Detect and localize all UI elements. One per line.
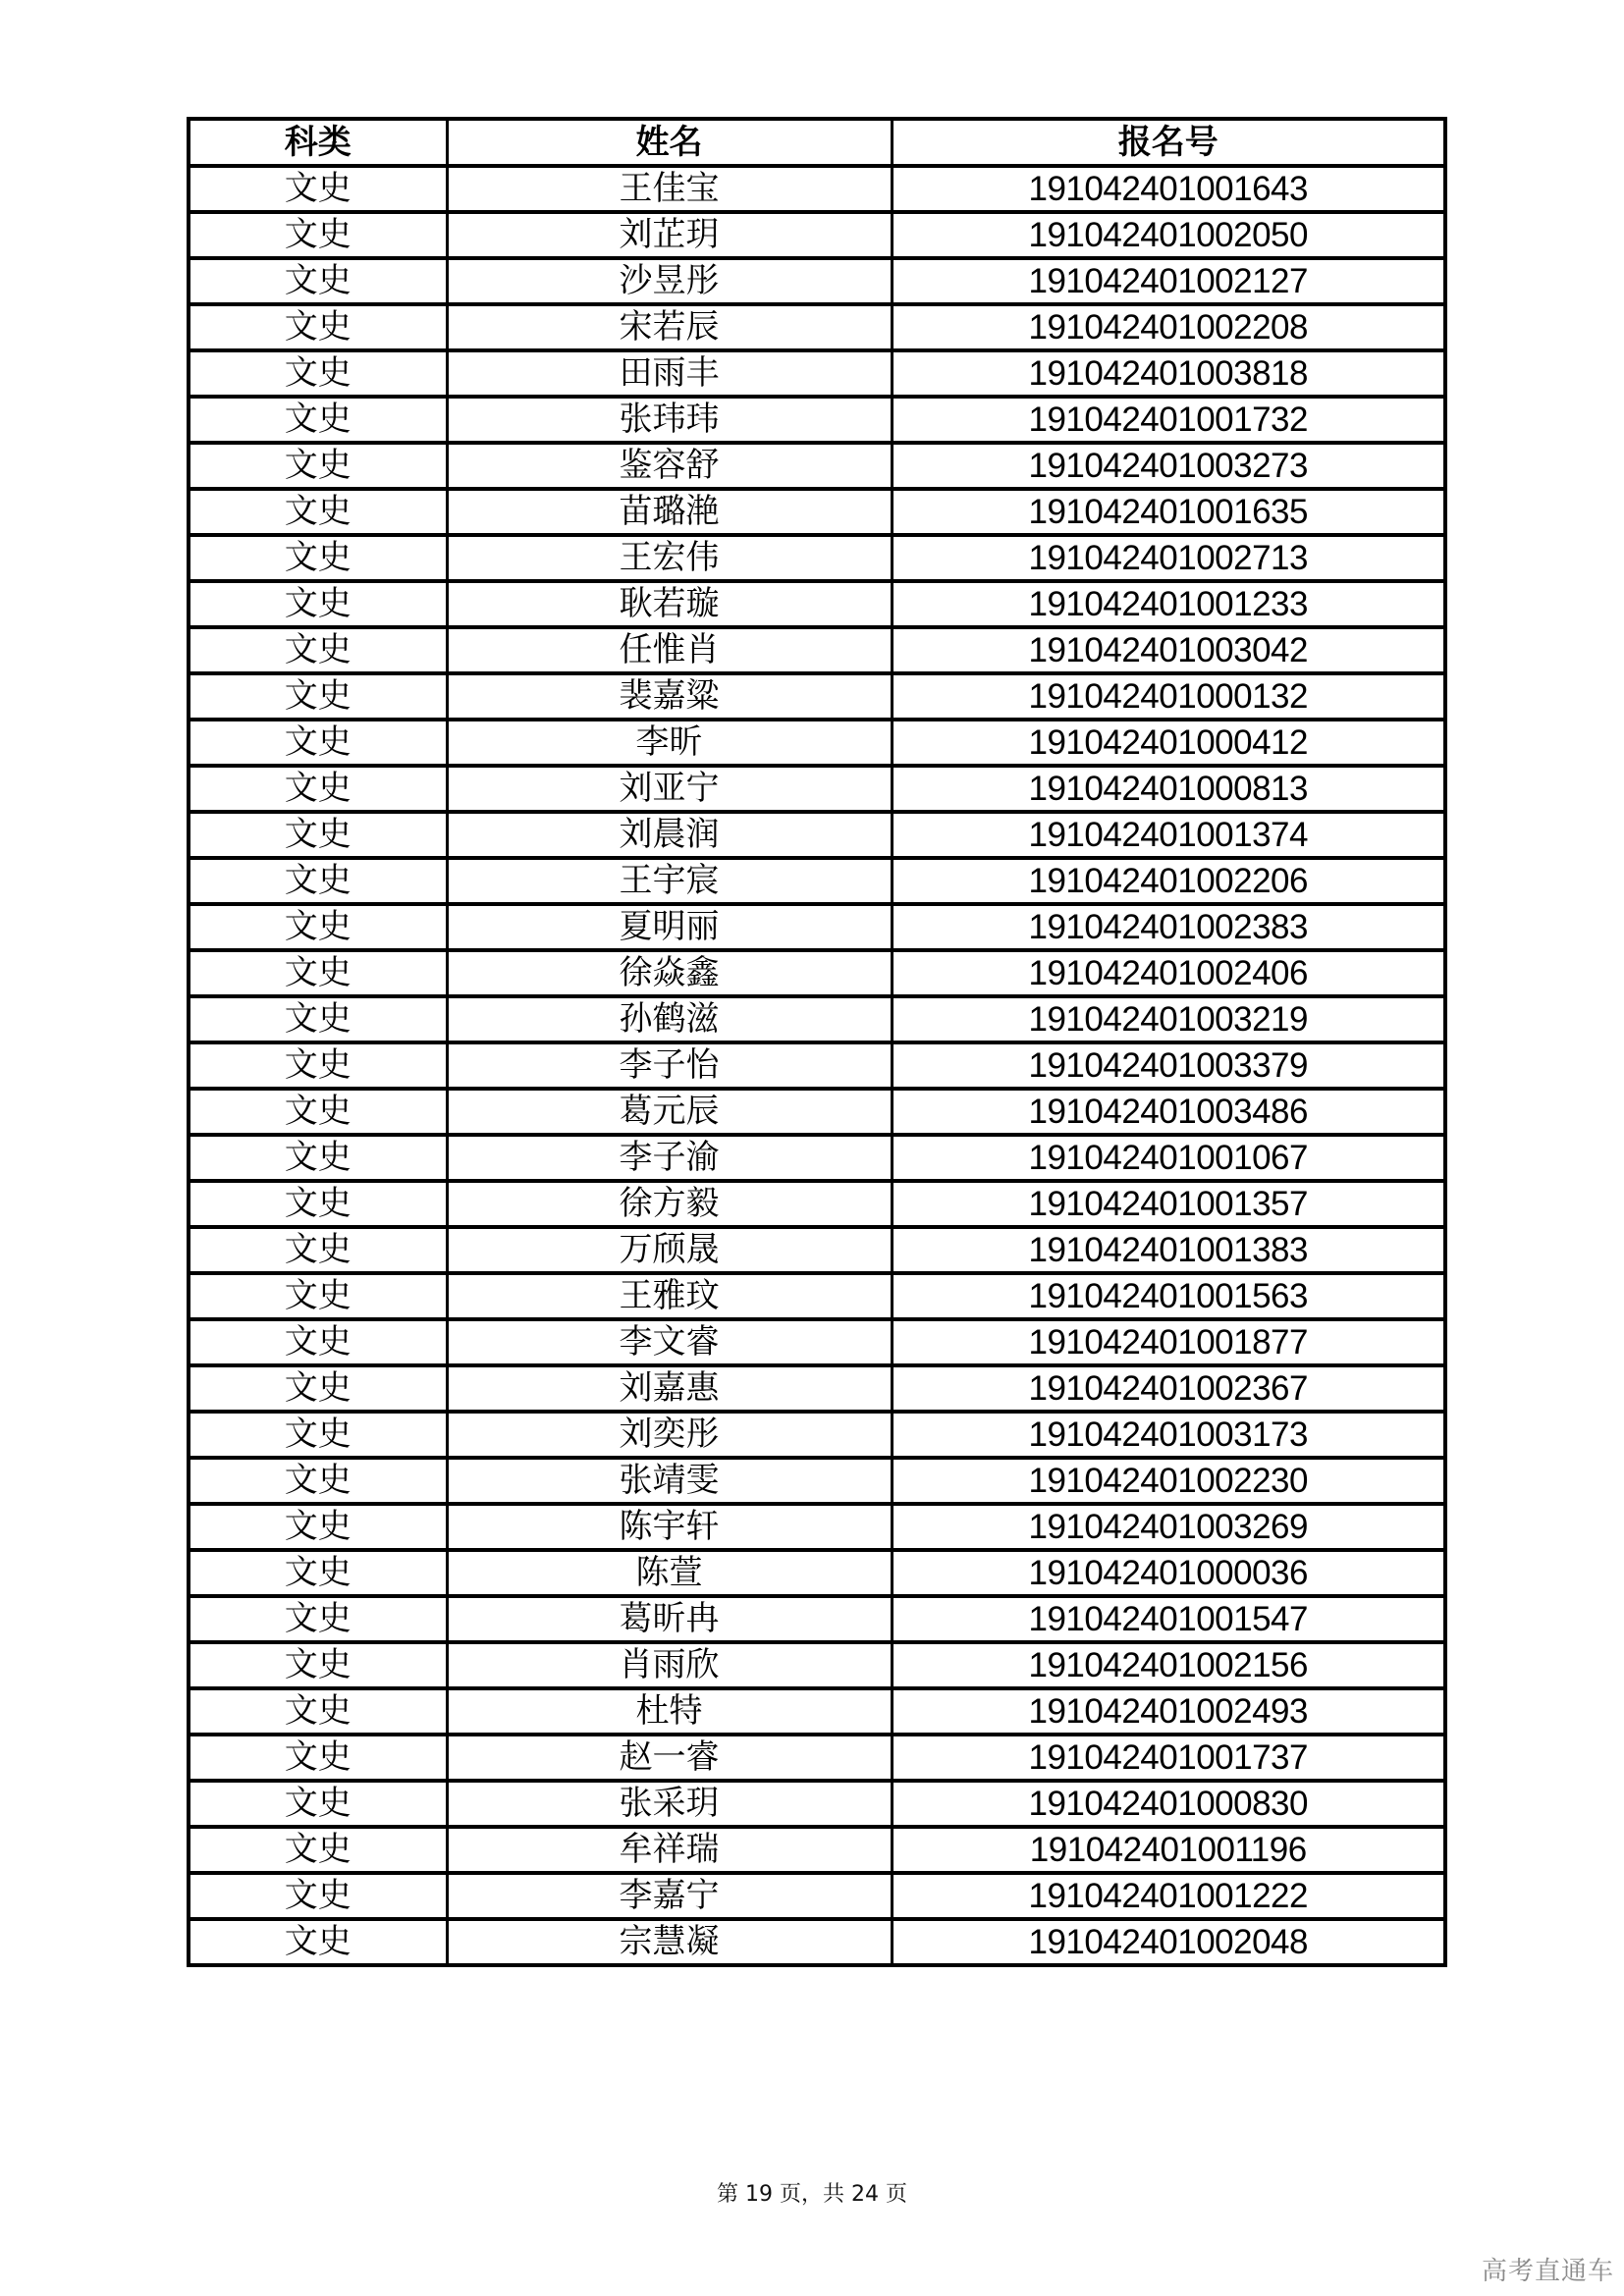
- registration-number-cell: 191042401001563: [892, 1273, 1445, 1319]
- category-cell: 文史: [189, 1089, 447, 1135]
- category-cell: 文史: [189, 1135, 447, 1181]
- table-row: [189, 1227, 1445, 1273]
- name-cell: 葛昕冉: [447, 1596, 892, 1642]
- table-row: [189, 212, 1445, 258]
- table-row: [189, 904, 1445, 950]
- name-cell: 赵一睿: [447, 1735, 892, 1781]
- category-cell: 文史: [189, 397, 447, 443]
- table-row: [189, 1042, 1445, 1089]
- category-cell: 文史: [189, 304, 447, 350]
- table-row: [189, 1550, 1445, 1596]
- category-cell: 文史: [189, 350, 447, 397]
- category-cell: 文史: [189, 1873, 447, 1919]
- registration-number-cell: 191042401001737: [892, 1735, 1445, 1781]
- name-cell: 刘芷玥: [447, 212, 892, 258]
- category-cell: 文史: [189, 489, 447, 535]
- name-cell: 刘晨润: [447, 812, 892, 858]
- registration-number-cell: 191042401001196: [892, 1827, 1445, 1873]
- table-row: [189, 1781, 1445, 1827]
- name-cell: 宋若辰: [447, 304, 892, 350]
- registration-number-cell: 191042401003269: [892, 1504, 1445, 1550]
- table-row: [189, 1135, 1445, 1181]
- name-cell: 宗慧凝: [447, 1919, 892, 1965]
- table-row: [189, 443, 1445, 489]
- registration-number-cell: 191042401003486: [892, 1089, 1445, 1135]
- table-row: [189, 350, 1445, 397]
- name-cell: 万颀晟: [447, 1227, 892, 1273]
- registration-number-cell: 191042401002230: [892, 1458, 1445, 1504]
- registration-number-cell: 191042401001635: [892, 489, 1445, 535]
- registration-number-cell: 191042401002208: [892, 304, 1445, 350]
- table-row: [189, 1919, 1445, 1965]
- category-cell: 文史: [189, 1412, 447, 1458]
- table-row: [189, 1504, 1445, 1550]
- name-cell: 田雨丰: [447, 350, 892, 397]
- registration-number-cell: 191042401001233: [892, 581, 1445, 627]
- table-row: [189, 1827, 1445, 1873]
- name-cell: 李昕: [447, 720, 892, 766]
- registration-number-cell: 191042401001357: [892, 1181, 1445, 1227]
- name-cell: 夏明丽: [447, 904, 892, 950]
- category-cell: 文史: [189, 950, 447, 996]
- column-header-registration-number: 报名号: [892, 119, 1445, 166]
- table-row: [189, 1319, 1445, 1365]
- table-row: [189, 1089, 1445, 1135]
- registration-number-cell: 191042401001383: [892, 1227, 1445, 1273]
- registration-number-cell: 191042401002156: [892, 1642, 1445, 1688]
- name-cell: 刘嘉惠: [447, 1365, 892, 1412]
- table-row: [189, 166, 1445, 212]
- name-cell: 杜特: [447, 1688, 892, 1735]
- name-cell: 李文睿: [447, 1319, 892, 1365]
- name-cell: 肖雨欣: [447, 1642, 892, 1688]
- registration-number-cell: 191042401003379: [892, 1042, 1445, 1089]
- category-cell: 文史: [189, 1642, 447, 1688]
- registration-number-cell: 191042401001643: [892, 166, 1445, 212]
- table-row: [189, 535, 1445, 581]
- registration-number-cell: 191042401002367: [892, 1365, 1445, 1412]
- category-cell: 文史: [189, 1550, 447, 1596]
- name-cell: 王雅玟: [447, 1273, 892, 1319]
- table-row: [189, 397, 1445, 443]
- name-cell: 牟祥瑞: [447, 1827, 892, 1873]
- registration-number-cell: 191042401001374: [892, 812, 1445, 858]
- registration-number-cell: 191042401002050: [892, 212, 1445, 258]
- category-cell: 文史: [189, 535, 447, 581]
- column-header-category: 科类: [189, 119, 447, 166]
- category-cell: 文史: [189, 1319, 447, 1365]
- name-cell: 徐焱鑫: [447, 950, 892, 996]
- category-cell: 文史: [189, 1458, 447, 1504]
- name-cell: 葛元辰: [447, 1089, 892, 1135]
- name-cell: 耿若璇: [447, 581, 892, 627]
- name-cell: 刘奕彤: [447, 1412, 892, 1458]
- table-row: [189, 673, 1445, 720]
- category-cell: 文史: [189, 766, 447, 812]
- name-cell: 徐方毅: [447, 1181, 892, 1227]
- column-header-name: 姓名: [447, 119, 892, 166]
- page-indicator: 第 19 页，共 24 页: [717, 2182, 907, 2207]
- registration-number-cell: 191042401000132: [892, 673, 1445, 720]
- name-cell: 陈宇轩: [447, 1504, 892, 1550]
- table-row: [189, 1735, 1445, 1781]
- category-cell: 文史: [189, 673, 447, 720]
- name-cell: 王宏伟: [447, 535, 892, 581]
- category-cell: 文史: [189, 1781, 447, 1827]
- registration-number-cell: 191042401000412: [892, 720, 1445, 766]
- table-row: [189, 1412, 1445, 1458]
- registration-number-cell: 191042401000813: [892, 766, 1445, 812]
- category-cell: 文史: [189, 812, 447, 858]
- table-body: [189, 166, 1445, 1965]
- registration-number-cell: 191042401002713: [892, 535, 1445, 581]
- category-cell: 文史: [189, 1827, 447, 1873]
- name-cell: 沙昱彤: [447, 258, 892, 304]
- name-cell: 陈萱: [447, 1550, 892, 1596]
- category-cell: 文史: [189, 581, 447, 627]
- table-row: [189, 1642, 1445, 1688]
- registration-number-cell: 191042401002493: [892, 1688, 1445, 1735]
- name-cell: 王佳宝: [447, 166, 892, 212]
- category-cell: 文史: [189, 1688, 447, 1735]
- table-row: [189, 858, 1445, 904]
- table-row: [189, 1365, 1445, 1412]
- name-cell: 任惟肖: [447, 627, 892, 673]
- name-cell: 孙鹤滋: [447, 996, 892, 1042]
- category-cell: 文史: [189, 858, 447, 904]
- category-cell: 文史: [189, 166, 447, 212]
- registration-number-cell: 191042401003042: [892, 627, 1445, 673]
- name-cell: 鉴容舒: [447, 443, 892, 489]
- registration-number-cell: 191042401001067: [892, 1135, 1445, 1181]
- category-cell: 文史: [189, 1273, 447, 1319]
- table-row: [189, 766, 1445, 812]
- category-cell: 文史: [189, 720, 447, 766]
- category-cell: 文史: [189, 627, 447, 673]
- name-cell: 李子渝: [447, 1135, 892, 1181]
- registration-number-cell: 191042401000036: [892, 1550, 1445, 1596]
- table-row: [189, 1596, 1445, 1642]
- category-cell: 文史: [189, 258, 447, 304]
- watermark-text: 高考直通车: [1481, 2257, 1614, 2286]
- registration-number-cell: 191042401002127: [892, 258, 1445, 304]
- category-cell: 文史: [189, 904, 447, 950]
- category-cell: 文史: [189, 1504, 447, 1550]
- table-row: [189, 1273, 1445, 1319]
- category-cell: 文史: [189, 996, 447, 1042]
- category-cell: 文史: [189, 1919, 447, 1965]
- table-row: [189, 1688, 1445, 1735]
- registration-number-cell: 191042401001732: [892, 397, 1445, 443]
- registration-number-cell: 191042401003818: [892, 350, 1445, 397]
- table-row: [189, 1458, 1445, 1504]
- registration-number-cell: 191042401003173: [892, 1412, 1445, 1458]
- registration-number-cell: 191042401003273: [892, 443, 1445, 489]
- name-cell: 张玮玮: [447, 397, 892, 443]
- table-row: [189, 304, 1445, 350]
- category-cell: 文史: [189, 1042, 447, 1089]
- name-cell: 张采玥: [447, 1781, 892, 1827]
- registration-number-cell: 191042401000830: [892, 1781, 1445, 1827]
- category-cell: 文史: [189, 212, 447, 258]
- table-row: [189, 258, 1445, 304]
- table-row: [189, 812, 1445, 858]
- name-cell: 李子怡: [447, 1042, 892, 1089]
- table-row: [189, 950, 1445, 996]
- name-cell: 张靖雯: [447, 1458, 892, 1504]
- name-cell: 苗璐滟: [447, 489, 892, 535]
- table-row: [189, 489, 1445, 535]
- registration-number-cell: 191042401001222: [892, 1873, 1445, 1919]
- table-row: [189, 1181, 1445, 1227]
- registration-number-cell: 191042401002383: [892, 904, 1445, 950]
- category-cell: 文史: [189, 1181, 447, 1227]
- table-row: [189, 720, 1445, 766]
- admission-list-table: [187, 117, 1447, 1967]
- table-row: [189, 581, 1445, 627]
- category-cell: 文史: [189, 443, 447, 489]
- registration-number-cell: 191042401002406: [892, 950, 1445, 996]
- table-row: [189, 1873, 1445, 1919]
- registration-number-cell: 191042401003219: [892, 996, 1445, 1042]
- table-row: [189, 996, 1445, 1042]
- table-header-row: [189, 119, 1445, 166]
- category-cell: 文史: [189, 1365, 447, 1412]
- registration-number-cell: 191042401002048: [892, 1919, 1445, 1965]
- name-cell: 李嘉宁: [447, 1873, 892, 1919]
- table-row: [189, 627, 1445, 673]
- category-cell: 文史: [189, 1596, 447, 1642]
- category-cell: 文史: [189, 1227, 447, 1273]
- name-cell: 王宇宸: [447, 858, 892, 904]
- registration-number-cell: 191042401001877: [892, 1319, 1445, 1365]
- category-cell: 文史: [189, 1735, 447, 1781]
- registration-number-cell: 191042401002206: [892, 858, 1445, 904]
- name-cell: 裴嘉粱: [447, 673, 892, 720]
- registration-number-cell: 191042401001547: [892, 1596, 1445, 1642]
- name-cell: 刘亚宁: [447, 766, 892, 812]
